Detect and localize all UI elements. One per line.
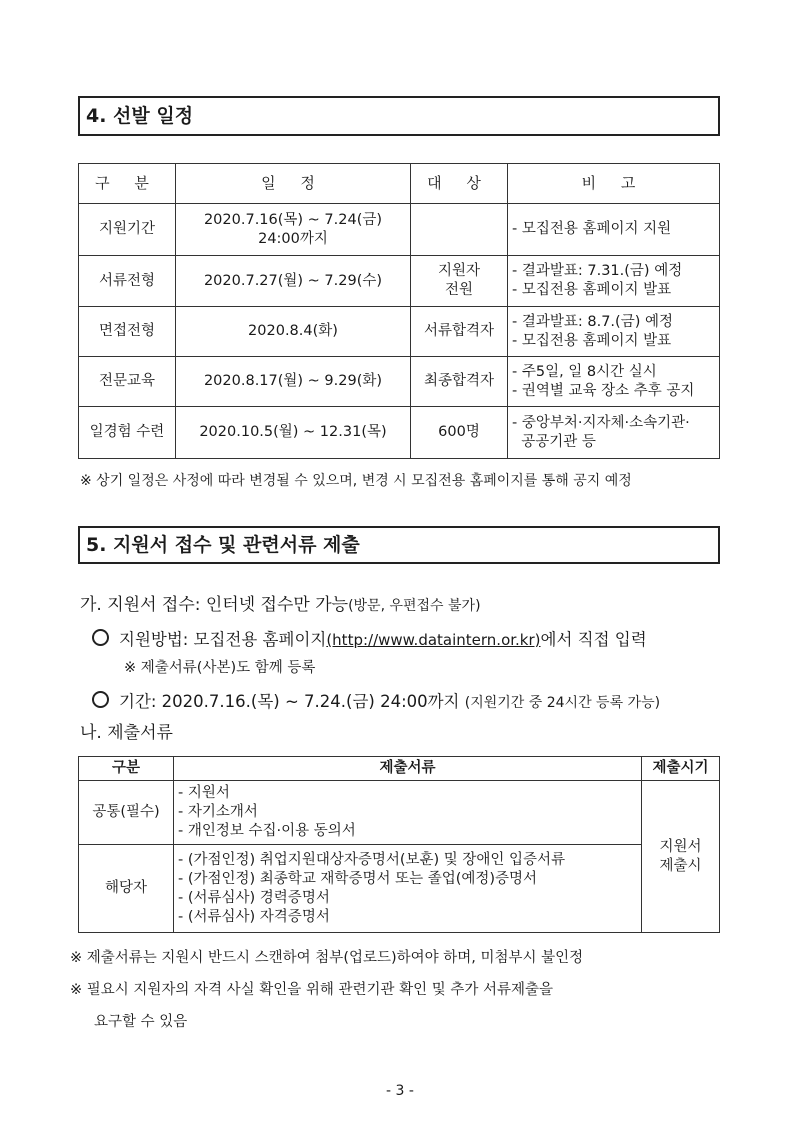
docs-category: 해당자 [79,845,174,933]
doc-item: - 개인정보 수집·이용 동의서 [178,823,356,839]
note-line: - 중앙부처·지자체·소속기관· [512,414,690,431]
header-notes: 비 고 [508,164,720,204]
docs-header-documents: 제출서류 [174,757,642,781]
page-number: - 3 - [386,1083,414,1099]
row-target [411,307,508,357]
doc-item: - 자기소개서 [178,804,258,820]
period-label: 기간: 2020.7.16.(목) ~ 7.24.(금) 24:00까지 [119,692,460,711]
submission-note-2: ※ 필요시 지원자의 자격 사실 확인을 위해 관련기관 확인 및 추가 서류제출을 [70,982,554,998]
documents-row-common [79,781,720,845]
schedule-line: 24:00까지 [258,230,328,247]
row-notes [508,357,720,407]
period-paren: (지원기간 중 24시간 등록 가능) [464,695,661,711]
note-line: - 모집전용 홈페이지 발표 [512,332,672,349]
circle-bullet-icon [92,691,109,708]
method-label: 지원방법: 모집전용 홈페이지 [119,630,327,649]
schedule-row-0 [79,204,720,256]
row-schedule [176,307,411,357]
row-schedule [176,357,411,407]
method-tail: 에서 직접 입력 [540,630,647,649]
schedule-line: 2020.7.27(월) ~ 7.29(수) [203,272,383,289]
schedule-table [78,163,720,459]
row-schedule [176,256,411,307]
note-line: 공공기관 등 [512,433,596,450]
row-category: 일경험 수련 [79,407,176,459]
ga-paren: (방문, 우편접수 불가) [348,598,481,614]
schedule-line: 2020.10.5(월) ~ 12.31(목) [199,424,387,440]
homepage-link[interactable]: (http://www.dataintern.or.kr) [326,631,541,649]
timing-line: 제출시 [659,857,702,874]
doc-item: - (서류심사) 자격증명서 [178,908,330,925]
row-notes [508,256,720,307]
target-line: 최종합격자 [423,373,495,389]
doc-item: - (가점인정) 취업지원대상자증명서(보훈) 및 장애인 입증서류 [178,851,566,868]
timing-line: 지원서 [659,838,702,855]
docs-timing [642,781,720,933]
documents-table [78,756,720,933]
row-target [411,407,508,459]
note-line: - 결과발표: 7.31.(금) 예정 [512,263,683,279]
target-line: 600명 [438,424,480,440]
row-notes [508,307,720,357]
row-notes [508,204,720,256]
header-category: 구 분 [79,164,176,204]
na-line: 나. 제출서류 [80,723,173,743]
target-line: 서류합격자 [423,323,495,339]
docs-category: 공통(필수) [79,781,174,845]
row-target [411,357,508,407]
note-line: - 모집전용 홈페이지 발표 [512,282,672,298]
schedule-line: 2020.7.16(목) ~ 7.24(금) [203,211,383,228]
header-target: 대 상 [411,164,508,204]
documents-header-row [79,757,720,781]
row-schedule [176,407,411,459]
row-category: 전문교육 [79,357,176,407]
note-line: - 모집전용 홈페이지 지원 [512,221,672,237]
submission-note-3: 요구할 수 있음 [94,1014,188,1030]
row-category: 서류전형 [79,256,176,307]
note-line: - 권역별 교육 장소 추후 공지 [512,382,695,399]
doc-item: - 지원서 [178,785,230,801]
doc-item: - (가점인정) 최종학교 재학증명서 또는 졸업(예정)증명서 [178,870,538,887]
doc-item: - (서류심사) 경력증명서 [178,889,330,906]
submission-note-1: ※ 제출서류는 지원시 반드시 스캔하여 첨부(업로드)하여야 하며, 미첨부시 불인정 [70,950,584,966]
docs-list [174,845,642,933]
schedule-row-2 [79,307,720,357]
schedule-row-1 [79,256,720,307]
row-category: 면접전형 [79,307,176,357]
docs-header-category: 구분 [79,757,174,781]
target-line: 전원 [444,282,473,298]
note-line: - 결과발표: 8.7.(금) 예정 [512,313,673,330]
row-schedule [176,204,411,256]
row-target [411,204,508,256]
period-line [92,688,660,712]
circle-bullet-icon [92,629,109,646]
note-line: - 주5일, 일 8시간 실시 [512,363,657,380]
docs-list [174,781,642,845]
target-line: 지원자 [437,263,481,279]
row-category: 지원기간 [79,204,176,256]
schedule-line: 2020.8.4(화) [248,323,338,339]
header-schedule: 일 정 [176,164,411,204]
section5-title: 5. 지원서 접수 및 관련서류 제출 [78,526,720,564]
documents-row-applicable [79,845,720,933]
schedule-line: 2020.8.17(월) ~ 9.29(화) [203,373,383,389]
method-note: ※ 제출서류(사본)도 함께 등록 [124,660,316,676]
section4-title: 4. 선발 일정 [78,96,720,136]
schedule-footnote: ※ 상기 일정은 사정에 따라 변경될 수 있으며, 변경 시 모집전용 홈페이지를 통해 공지 예정 [80,473,632,489]
schedule-header-row [79,164,720,204]
row-notes [508,407,720,459]
ga-line [80,590,481,615]
row-target [411,256,508,307]
docs-header-timing: 제출시기 [642,757,720,781]
schedule-row-4 [79,407,720,459]
schedule-row-3 [79,357,720,407]
method-line [92,626,647,650]
ga-text: 가. 지원서 접수: 인터넷 접수만 가능 [80,595,349,615]
